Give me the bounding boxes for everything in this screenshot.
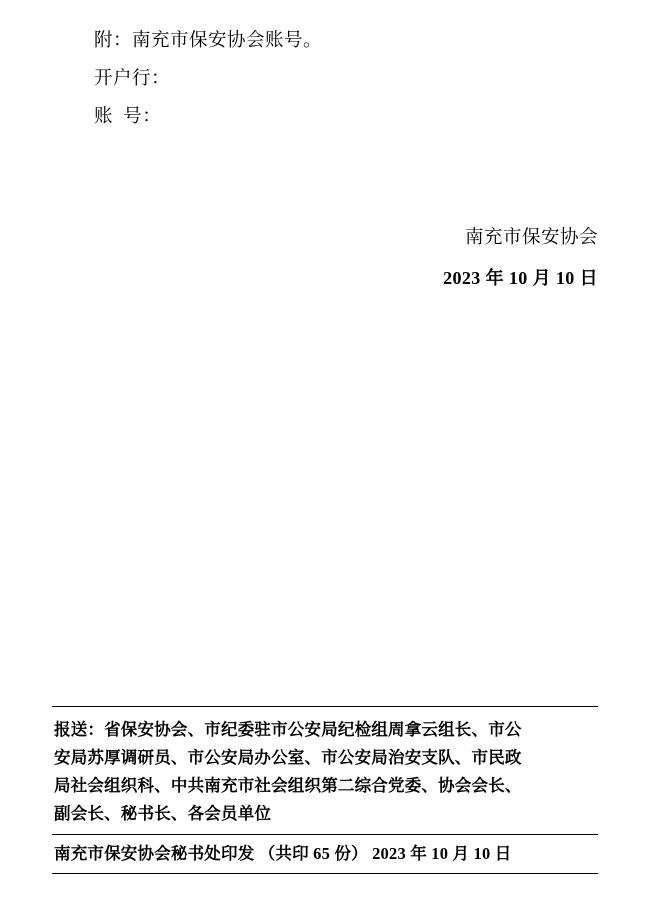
- distribution-line-1: 报送：省保安协会、市纪委驻市公安局纪检组周拿云组长、市公: [54, 720, 522, 739]
- distribution-block: [52, 707, 598, 834]
- attachment-line-3: 账 号：: [94, 107, 162, 127]
- issue-line: 南充市保安协会秘书处印发 （共印 65 份） 2023 年 10 月 10 日: [54, 844, 512, 863]
- signature-organization: 南充市保安协会: [464, 228, 598, 248]
- issue-block: [52, 835, 598, 873]
- document-footer: [52, 706, 598, 874]
- distribution-line-4: 副会长、秘书长、各会员单位: [54, 804, 272, 823]
- distribution-line-2: 安局苏厚调研员、市公安局办公室、市公安局治安支队、市民政: [54, 748, 522, 767]
- attachment-block: [58, 22, 598, 136]
- attachment-line-1: 附：南充市保安协会账号。: [94, 31, 323, 51]
- footer-bottom-rule: [52, 873, 598, 874]
- distribution-line-3: 局社会组织科、中共南充市社会组织第二综合党委、协会会长、: [54, 776, 522, 795]
- signature-block: [58, 218, 646, 298]
- attachment-line-2: 开户行：: [94, 69, 171, 89]
- signature-date: 2023 年 10 月 10 日: [443, 268, 598, 288]
